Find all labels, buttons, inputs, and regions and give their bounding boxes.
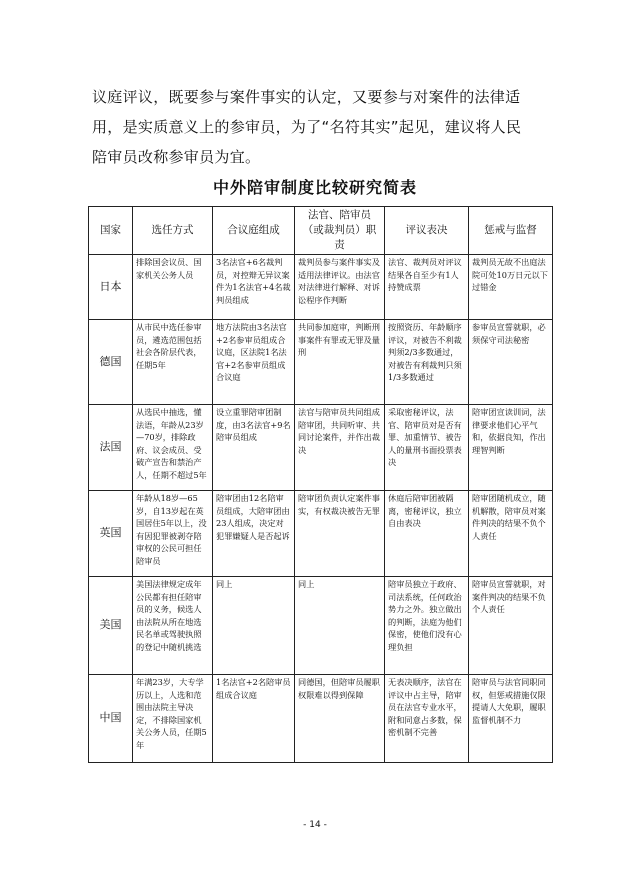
- table-cell: 陪审员独立于政府、司法系统，任何政治势力之外。独立做出的判断，法庭为他们保密，使他们没有心理负担: [385, 577, 469, 675]
- country-cell: 日本: [89, 255, 133, 320]
- table-cell: 裁判员无故不出庭法院可处10万日元以下过错金: [469, 255, 553, 320]
- intro-line: 用，是实质意义上的参审员，为了“名符其实”起见，建议将人民: [92, 118, 522, 136]
- intro-line: 陪审员改称参审员为宜。: [92, 148, 261, 166]
- country-cell: 美国: [89, 577, 133, 675]
- table-cell: 参审员宣誓就职，必须保守司法秘密: [469, 320, 553, 405]
- page-number: - 14 -: [303, 820, 327, 830]
- intro-line: 议庭评议，既要参与案件事实的认定，又要参与对案件的法律适: [92, 88, 521, 106]
- table-row: [89, 255, 553, 320]
- country-cell: 德国: [89, 320, 133, 405]
- table-cell: 同德国，但陪审员履职权限难以得到保障: [295, 675, 385, 763]
- table-cell: 1名法官+2名陪审员组成合议庭: [213, 675, 295, 763]
- country-cell: 英国: [89, 491, 133, 577]
- comparison-table: [88, 206, 553, 763]
- table-cell: 设立重罪陪审团制度，由3名法官+9名陪审员组成: [213, 405, 295, 491]
- table-cell: 陪审员宣誓就职，对案件判决的结果不负个人责任: [469, 577, 553, 675]
- header-country: 国家: [89, 207, 133, 255]
- table-cell: 同上: [213, 577, 295, 675]
- table-cell: 无表决顺序，法官在评议中占主导，陪审员在法官专业水平，附和同意占多数，保密机制不完善: [385, 675, 469, 763]
- table-cell: 地方法院由3名法官+2名参审员组成合议庭，区法院1名法官+2名参审员组成合议庭: [213, 320, 295, 405]
- table-cell: 陪审团负责认定案件事实，有权裁决被告无罪: [295, 491, 385, 577]
- header-selection: 选任方式: [133, 207, 213, 255]
- table-cell: 陪审团宣读训词，法律要求他们心平气和，依据良知，作出理智判断: [469, 405, 553, 491]
- header-voting: 评议表决: [385, 207, 469, 255]
- table-cell: 同上: [295, 577, 385, 675]
- country-cell: 中国: [89, 675, 133, 763]
- table-cell: 年龄从18岁—65岁，自13岁起在英国居住5年以上，没有因犯罪被剥夺陪审权的公民可担任陪审员: [133, 491, 213, 577]
- table-row: [89, 577, 553, 675]
- intro-paragraph: [92, 82, 552, 172]
- table-cell: 从选民中抽选，懂法语，年龄从23岁—70岁，排除政府、议会成员、受破产宣告和禁治产人，任期不超过5年: [133, 405, 213, 491]
- table-cell: 年满23岁，大专学历以上，人选和范围由法院主导决定，不排除国家机关公务人员，任期5年: [133, 675, 213, 763]
- header-panel: 合议庭组成: [213, 207, 295, 255]
- table-cell: 采取密秘评议，法官、陪审员对是否有罪、加重情节、被告人的量刑书面投票表决: [385, 405, 469, 491]
- table-cell: 美国法律规定成年公民都有担任陪审员的义务，候选人由法院从所在地选民名单或驾驶执照的登记中随机挑选: [133, 577, 213, 675]
- table-cell: 陪审团随机成立，随机解散，陪审员对案件判决的结果不负个人责任: [469, 491, 553, 577]
- table-cell: 按照资历、年龄顺序评议，对被告不利裁判须2/3多数通过，对被告有利裁判只须1/3多数通过: [385, 320, 469, 405]
- header-duties: 法官、陪审员（或裁判员）职责: [295, 207, 385, 255]
- table-cell: 排除国会议员、国家机关公务人员: [133, 255, 213, 320]
- table-header-row: [89, 207, 553, 255]
- country-cell: 法国: [89, 405, 133, 491]
- table-cell: 休庭后陪审团被隔离，密秘评议，独立自由表决: [385, 491, 469, 577]
- table-cell: 陪审团由12名陪审员组成，大陪审团由23人组成，决定对犯罪嫌疑人是否起诉: [213, 491, 295, 577]
- header-discipline: 惩戒与监督: [469, 207, 553, 255]
- table-row: [89, 405, 553, 491]
- table-cell: 共同参加庭审，判断刑事案件有罪或无罪及量刑: [295, 320, 385, 405]
- table-cell: 法官、裁判员对评议结果各自至少有1人持赞成票: [385, 255, 469, 320]
- table-row: [89, 320, 553, 405]
- table-row: [89, 491, 553, 577]
- table-cell: 裁判员参与案件事实及适用法律评议。由法官对法律进行解释、对诉讼程序作判断: [295, 255, 385, 320]
- table-title: 中外陪审制度比较研究简表: [212, 178, 417, 197]
- table-cell: 从市民中选任参审员，遴选范围包括社会各阶层代表，任期5年: [133, 320, 213, 405]
- table-cell: 陪审员与法官同职同权，但惩戒措施仅限提请人大免职，履职监督机制不力: [469, 675, 553, 763]
- table-cell: 3名法官+6名裁判员，对控辩无异议案件为1名法官+4名裁判员组成: [213, 255, 295, 320]
- table-row: [89, 675, 553, 763]
- table-cell: 法官与陪审员共同组成陪审团，共同听审、共同讨论案件，并作出裁决: [295, 405, 385, 491]
